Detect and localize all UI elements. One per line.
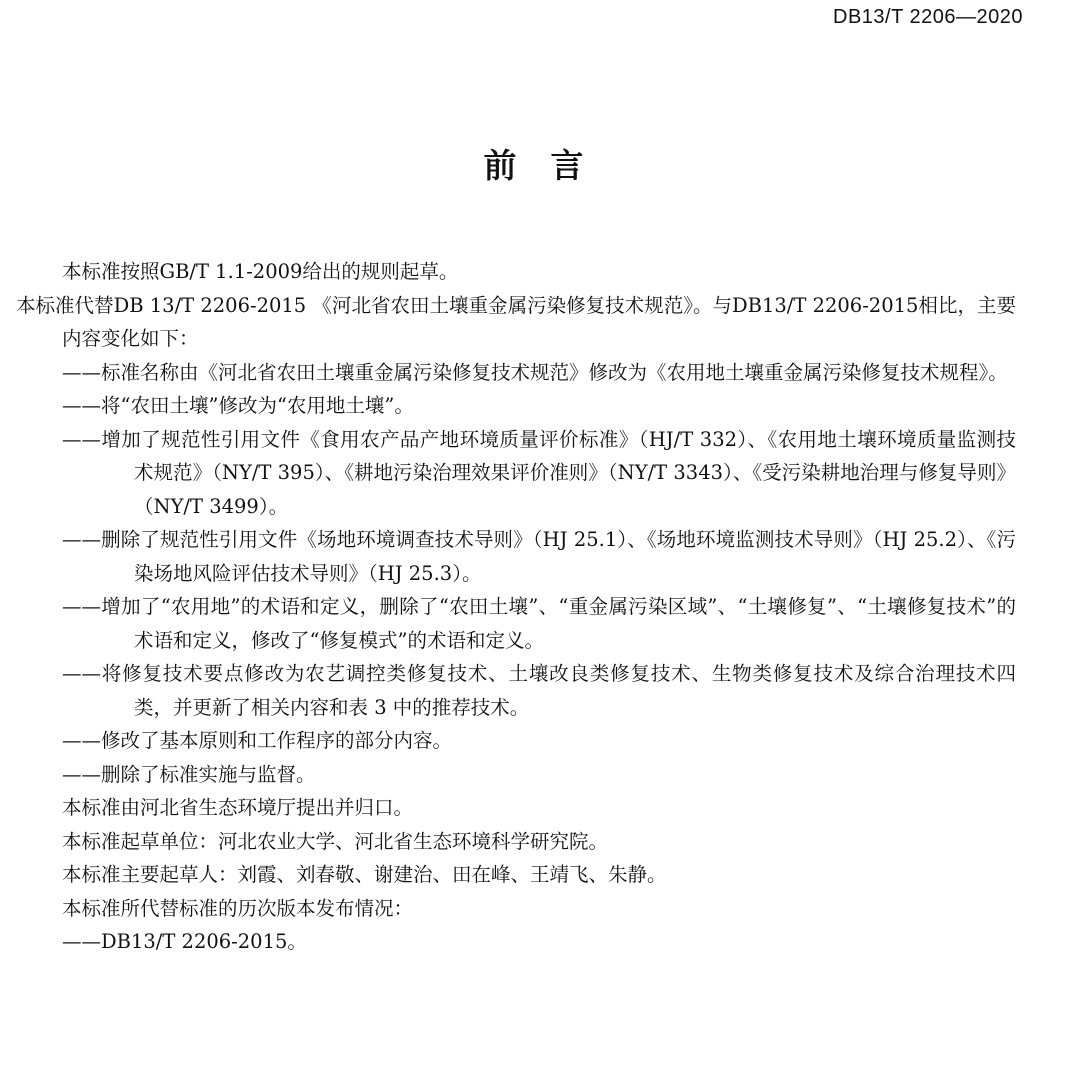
change-item-techniques: ——将修复技术要点修改为农艺调控类修复技术、土壤改良类修复技术、生物类修复技术及综合治理技术四类，并更新了相关内容和表 3 中的推荐技术。	[62, 662, 1016, 719]
history-item: ——DB13/T 2206-2015。	[62, 930, 307, 953]
paragraph-proposer: 本标准由河北省生态环境厅提出并归口。	[62, 796, 414, 819]
change-item-name: ——标准名称由《河北省农田土壤重金属污染修复技术规范》修改为《农用地土壤重金属污染修复技术规程》。	[62, 360, 1008, 384]
change-item-removed-supervision: ——删除了标准实施与监督。	[62, 762, 316, 786]
document-code: DB13/T 2206—2020	[833, 6, 1023, 28]
foreword-body	[16, 255, 1016, 959]
change-item-definitions: ——增加了“农用地”的术语和定义，删除了“农田土壤”、“重金属污染区域”、“土壤修复”、“土壤修复技术”的术语和定义，修改了“修复模式”的术语和定义。	[62, 595, 1016, 652]
change-item-principles: ——修改了基本原则和工作程序的部分内容。	[62, 729, 453, 752]
change-item-added-references: ——增加了规范性引用文件《食用农产品产地环境质量评价标准》（HJ/T 332）、《农用地土壤环境质量监测技术规范》（NY/T 395）、《耕地污染治理效果评价准则》（NY/T 3343）、《受污染耕地治理与修复导则》（NY/T 3499）。	[62, 427, 1016, 518]
paragraph-replaces: 本标准代替DB 13/T 2206-2015 《河北省农田土壤重金属污染修复技术规范》。与DB13/T 2206-2015相比，主要内容变化如下：	[16, 293, 1016, 350]
paragraph-history: 本标准所代替标准的历次版本发布情况：	[62, 896, 414, 920]
paragraph-drafting-rules: 本标准按照GB/T 1.1-2009给出的规则起草。	[62, 260, 459, 283]
paragraph-drafting-units: 本标准起草单位：河北农业大学、河北省生态环境科学研究院。	[62, 829, 609, 853]
paragraph-drafters: 本标准主要起草人：刘霞、刘春敬、谢建治、田在峰、王靖飞、朱静。	[62, 863, 667, 886]
page-title: 前言	[483, 146, 618, 185]
change-item-removed-references: ——删除了规范性引用文件《场地环境调查技术导则》（HJ 25.1）、《场地环境监测技术导则》（HJ 25.2）、《污染场地风险评估技术导则》（HJ 25.3）。	[62, 528, 1016, 585]
change-item-term: ——将“农田土壤”修改为“农用地土壤”。	[62, 394, 414, 417]
